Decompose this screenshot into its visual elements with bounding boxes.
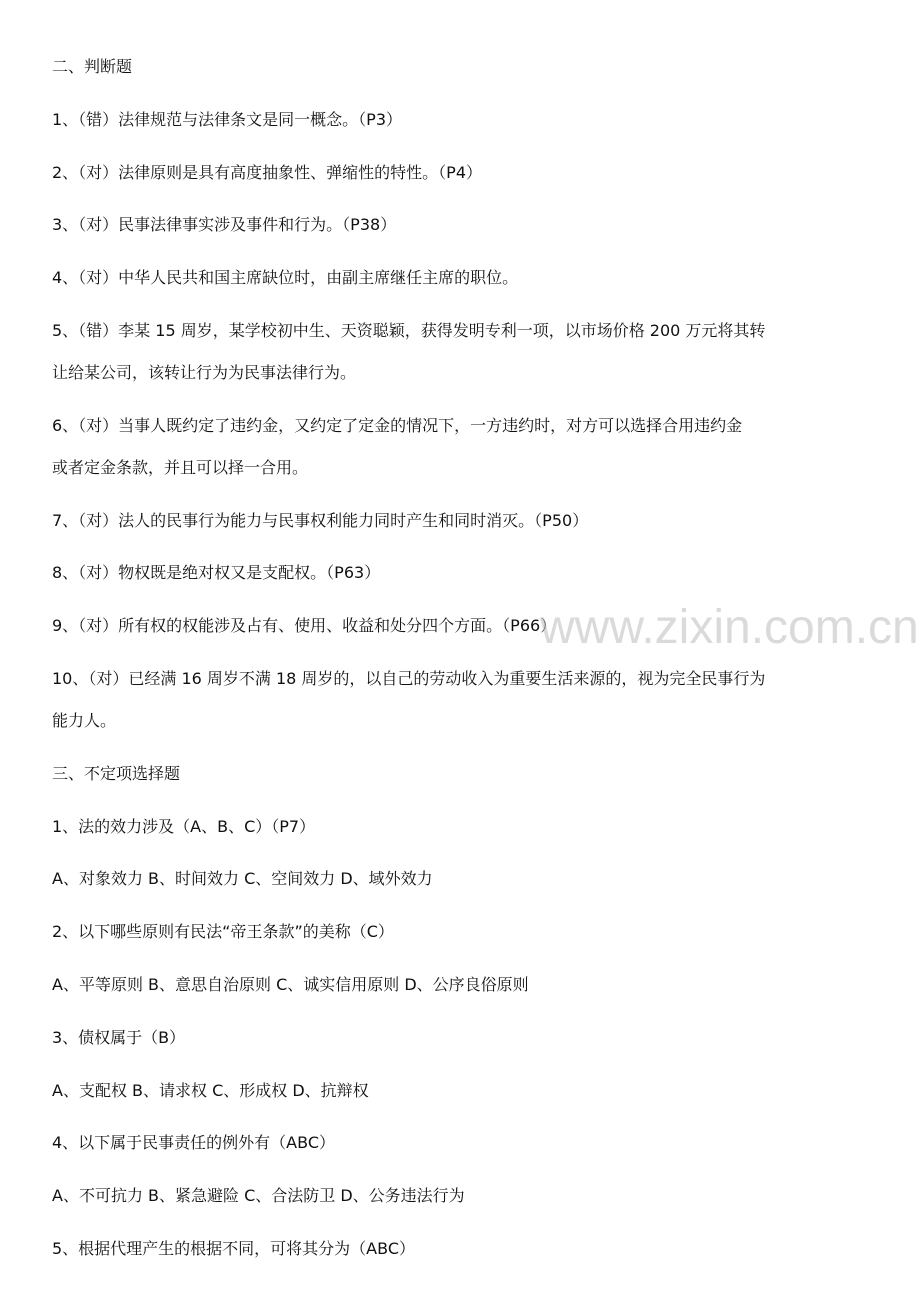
judgment-item-10 xyxy=(52,658,872,742)
choice-options-1: A、对象效力 B、时间效力 C、空间效力 D、域外效力 xyxy=(52,869,433,889)
watermark: www.zixin.com.cn xyxy=(540,601,919,654)
judgment-item-6-line-2: 或者定金条款，并且可以择一合用。 xyxy=(52,457,309,477)
judgment-item-4: 4、（对）中华人民共和国主席缺位时，由副主席继任主席的职位。 xyxy=(52,268,519,288)
choice-options-2: A、平等原则 B、意思自治原则 C、诚实信用原则 D、公序良俗原则 xyxy=(52,974,529,994)
section-heading-choice: 三、不定项选择题 xyxy=(52,763,181,783)
judgment-item-6 xyxy=(52,405,872,489)
choice-options-4: A、不可抗力 B、紧急避险 C、合法防卫 D、公务违法行为 xyxy=(52,1186,465,1206)
judgment-item-5 xyxy=(52,310,872,394)
judgment-item-3: 3、（对）民事法律事实涉及事件和行为。（P38） xyxy=(52,215,397,235)
judgment-item-10-line-1: 10、（对）已经满 16 周岁不满 18 周岁的，以自己的劳动收入为重要生活来源的，视为完全民事行为 xyxy=(52,668,766,688)
judgment-item-5-line-1: 5、（错）李某 15 周岁，某学校初中生、天资聪颖，获得发明专利一项，以市场价格 200 万元将其转 xyxy=(52,320,766,340)
judgment-item-6-line-1: 6、（对）当事人既约定了违约金，又约定了定金的情况下，一方违约时，对方可以选择合用违约金 xyxy=(52,415,743,435)
section-heading-judgment: 二、判断题 xyxy=(52,57,133,76)
judgment-item-2: 2、（对）法律原则是具有高度抽象性、弹缩性的特性。（P4） xyxy=(52,162,483,182)
judgment-item-1: 1、（错）法律规范与法律条文是同一概念。（P3） xyxy=(52,109,403,129)
choice-question-3: 3、债权属于（B） xyxy=(52,1027,186,1047)
judgment-item-5-line-2: 让给某公司，该转让行为为民事法律行为。 xyxy=(52,362,357,382)
judgment-item-8: 8、（对）物权既是绝对权又是支配权。（P63） xyxy=(52,563,381,583)
choice-question-1: 1、法的效力涉及（A、B、C）（P7） xyxy=(52,816,316,836)
choice-options-3: A、支配权 B、请求权 C、形成权 D、抗辩权 xyxy=(52,1080,369,1100)
judgment-item-7: 7、（对）法人的民事行为能力与民事权利能力同时产生和同时消灭。（P50） xyxy=(52,510,589,530)
judgment-item-10-line-2: 能力人。 xyxy=(52,710,117,730)
choice-question-2: 2、以下哪些原则有民法“帝王条款”的美称（C） xyxy=(52,922,394,942)
document-page xyxy=(52,46,872,1281)
judgment-item-9: 9、（对）所有权的权能涉及占有、使用、收益和处分四个方面。（P66） xyxy=(52,616,557,636)
choice-question-4: 4、以下属于民事责任的例外有（ABC） xyxy=(52,1133,335,1153)
choice-question-5: 5、根据代理产生的根据不同，可将其分为（ABC） xyxy=(52,1238,415,1258)
